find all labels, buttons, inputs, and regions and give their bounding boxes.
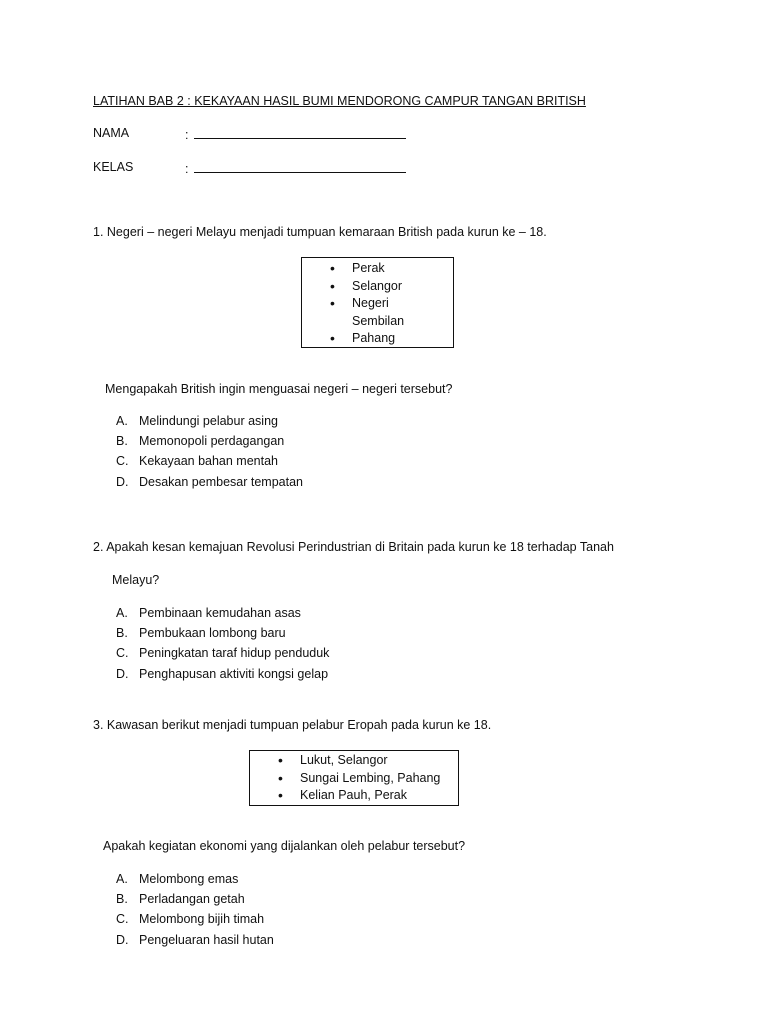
option-text: Melindungi pelabur asing [139, 414, 278, 428]
list-item: • Pahang [326, 330, 445, 348]
option-d[interactable] [116, 472, 303, 492]
class-field[interactable] [185, 160, 406, 176]
option-text: Pembinaan kemudahan asas [139, 606, 301, 620]
list-item: • Negeri Sembilan [326, 295, 412, 330]
question-1-state-list-box [301, 257, 454, 348]
option-letter: B. [116, 626, 128, 641]
option-b[interactable] [116, 431, 303, 451]
option-c[interactable] [116, 643, 329, 663]
option-d[interactable] [116, 930, 274, 950]
question-1-state-list [326, 260, 445, 348]
option-text: Melombong bijih timah [139, 912, 265, 927]
list-item: • Lukut, Selangor [274, 752, 450, 770]
option-letter: C. [116, 646, 129, 661]
option-text: Memonopoli perdagangan [139, 434, 285, 449]
option-c[interactable] [116, 909, 274, 929]
option-text: Kekayaan bahan mentah [139, 454, 278, 469]
option-letter: B. [116, 892, 128, 907]
worksheet-title: LATIHAN BAB 2 : KEKAYAAN HASIL BUMI MENDORONG CAMPUR TANGAN BRITISH [93, 94, 586, 108]
list-item: • Sungai Lembing, Pahang [274, 770, 450, 788]
option-d[interactable] [116, 664, 329, 684]
option-letter: C. [116, 912, 129, 927]
option-text: Melombong emas [139, 872, 239, 886]
question-1-prompt: Mengapakah British ingin menguasai negeri – negeri tersebut? [105, 382, 453, 396]
option-text: Desakan pembesar tempatan [139, 474, 303, 489]
option-letter: A. [116, 606, 128, 620]
option-text: Pengeluaran hasil hutan [139, 932, 274, 947]
class-label: KELAS [93, 160, 134, 174]
option-c[interactable] [116, 451, 303, 471]
option-b[interactable] [116, 889, 274, 909]
question-1-stem: 1. Negeri – negeri Melayu menjadi tumpuan kemaraan British pada kurun ke – 18. [93, 225, 547, 239]
question-1-options [116, 411, 303, 492]
option-letter: A. [116, 872, 128, 886]
list-item: • Kelian Pauh, Perak [274, 787, 450, 805]
option-text: Peningkatan taraf hidup penduduk [139, 646, 330, 661]
option-text: Pembukaan lombong baru [139, 626, 286, 641]
option-letter: A. [116, 414, 128, 428]
option-letter: C. [116, 454, 129, 469]
option-text: Penghapusan aktiviti kongsi gelap [139, 666, 329, 681]
option-b[interactable] [116, 623, 329, 643]
question-2-stem: 2. Apakah kesan kemajuan Revolusi Perindustrian di Britain pada kurun ke 18 terhadap Tanah [93, 540, 614, 554]
question-3-options [116, 869, 274, 950]
class-colon: : [185, 162, 189, 176]
option-letter: D. [116, 932, 129, 947]
name-field[interactable] [185, 126, 406, 142]
option-a[interactable] [116, 869, 274, 889]
list-item: • Perak [326, 260, 445, 278]
class-blank-line[interactable] [194, 160, 406, 173]
question-3-location-list-box [249, 750, 459, 806]
option-letter: D. [116, 666, 129, 681]
question-3-stem: 3. Kawasan berikut menjadi tumpuan pelabur Eropah pada kurun ke 18. [93, 718, 492, 732]
list-item: • Selangor [326, 278, 445, 296]
question-2-options [116, 603, 329, 684]
name-blank-line[interactable] [194, 126, 406, 139]
option-letter: D. [116, 474, 129, 489]
option-a[interactable] [116, 411, 303, 431]
question-2-stem-continued: Melayu? [112, 573, 160, 587]
option-letter: B. [116, 434, 128, 449]
option-a[interactable] [116, 603, 329, 623]
question-3-location-list [274, 752, 450, 805]
name-label: NAMA [93, 126, 130, 140]
name-colon: : [185, 128, 189, 142]
question-3-prompt: Apakah kegiatan ekonomi yang dijalankan oleh pelabur tersebut? [103, 839, 466, 853]
option-text: Perladangan getah [139, 892, 245, 907]
